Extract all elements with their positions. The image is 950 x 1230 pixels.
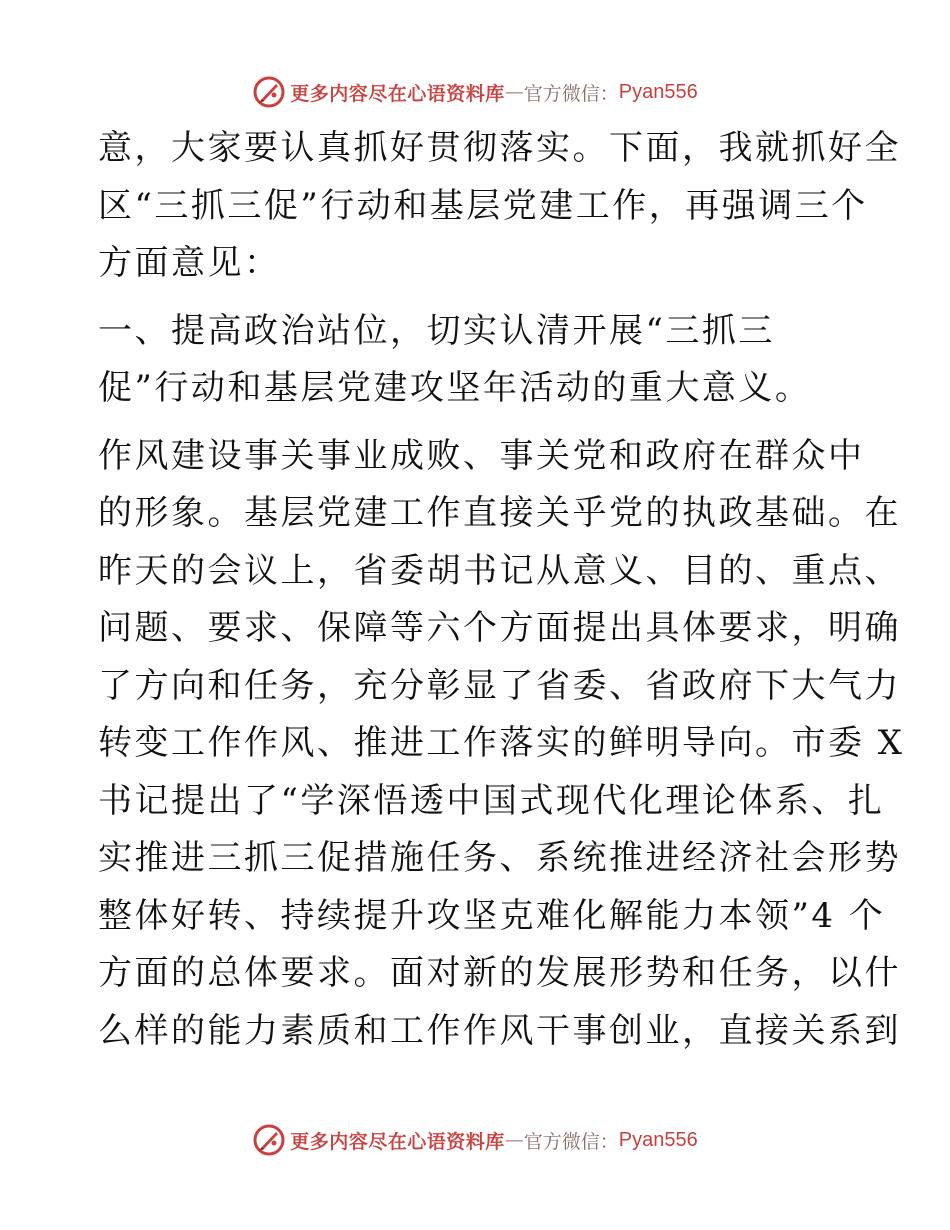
watermark-official-label: 官方微信： <box>523 1130 619 1153</box>
watermark-wechat-id: Pyan556 <box>618 80 698 103</box>
header-watermark <box>0 72 950 112</box>
text-line: 区“三抓三促”行动和基层党建工作，再强调三个 <box>98 185 868 226</box>
watermark-main-text: 更多内容尽在心语资料库 <box>290 1130 505 1153</box>
watermark-main-text: 更多内容尽在心语资料库 <box>290 82 505 105</box>
document-body <box>98 120 905 1060</box>
text-line: 问题、要求、保障等六个方面提出具体要求，明确 <box>98 608 901 648</box>
text-line: 的形象。基层党建工作直接关乎党的执政基础。在 <box>98 493 901 533</box>
watermark-dash: — <box>504 81 524 103</box>
text-line: 了方向和任务，充分彰显了省委、省政府下大气力 <box>98 665 901 706</box>
watermark-wechat-id: Pyan556 <box>618 1128 698 1151</box>
text-line: 促”行动和基层党建攻坚年活动的重大意义。 <box>98 368 812 408</box>
text-line: 方面意见： <box>98 243 281 283</box>
text-line: 实推进三抓三促措施任务、系统推进经济社会形势 <box>98 838 901 878</box>
paragraph <box>98 120 901 293</box>
watermark-official-label: 官方微信： <box>523 82 619 105</box>
section-heading <box>98 303 858 418</box>
quill-logo-icon <box>252 1123 286 1157</box>
text-line: 一、提高政治站位，切实认清开展“三抓三 <box>98 310 775 351</box>
text-line: 作风建设事关事业成败、事关党和政府在群众中 <box>98 435 865 476</box>
text-line: 书记提出了“学深悟透中国式现代化理论体系、扎 <box>98 780 885 821</box>
text-line: 意，大家要认真抓好贯彻落实。下面，我就抓好全 <box>98 128 901 168</box>
quill-logo-icon <box>252 75 286 109</box>
text-line: 转变工作作风、推进工作落实的鲜明导向。市委 X <box>98 723 905 763</box>
text-line: 昨天的会议上，省委胡书记从意义、目的、重点、 <box>98 550 901 591</box>
watermark-dash: — <box>504 1129 524 1151</box>
footer-watermark <box>0 1120 950 1160</box>
text-line: 整体好转、持续提升攻坚克难化解能力本领”4 个 <box>98 895 886 936</box>
paragraph <box>98 428 905 1061</box>
text-line: 么样的能力素质和工作作风干事创业，直接关系到 <box>98 1010 901 1051</box>
text-line: 方面的总体要求。面对新的发展形势和任务，以什 <box>98 953 901 993</box>
